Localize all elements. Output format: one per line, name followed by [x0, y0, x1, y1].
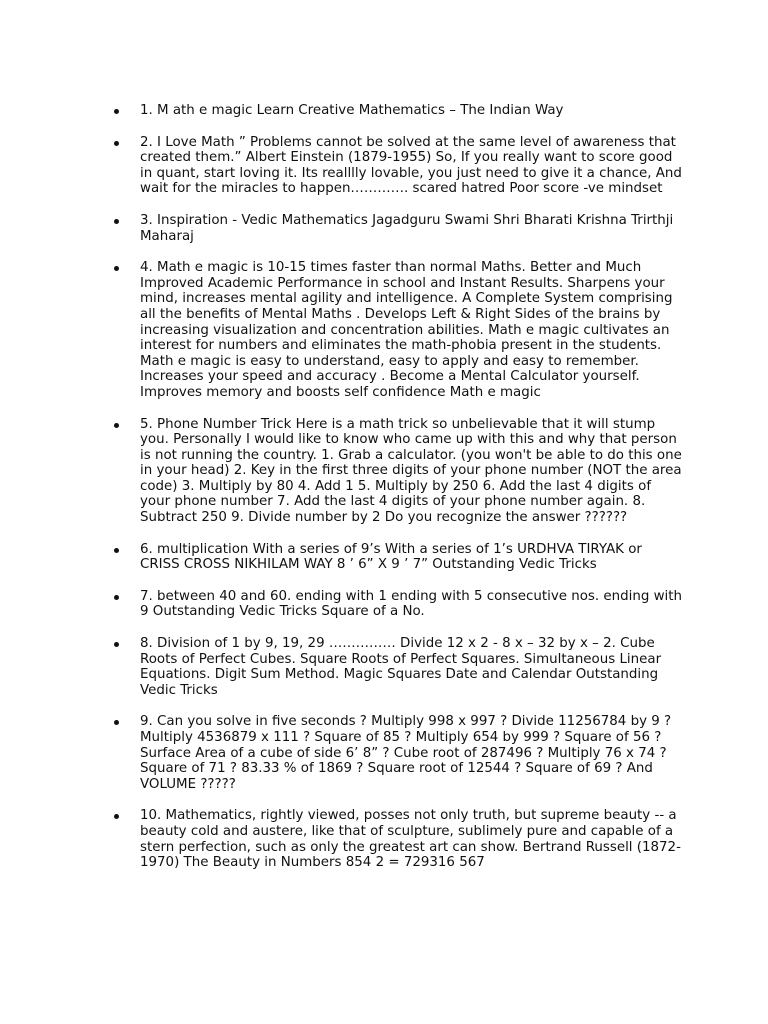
list-item-text: 7. between 40 and 60. ending with 1 ending with 5 consecutive nos. ending with 9 Outstanding Vedic Tricks Square of a No.: [140, 588, 683, 620]
list-item: [114, 417, 684, 526]
list-item-text: 9. Can you solve in five seconds ? Multiply 998 x 997 ? Divide 11256784 by 9 ? Multiply 4536879 x 111 ? Square of 85 ? Multiply 654 by 999 ? Square of 56 ? Surface Area of a cube of side 6’ 8” ? Cube root of 287496 ? Multiply 76 x 74 ? Square of 71 ? 83.33 % of 1869 ? Square root of 12544 ? Square of 69 ? And VOLUME ?????: [140, 714, 672, 792]
list-item-text: 2. I Love Math ” Problems cannot be solved at the same level of awareness that created them.” Albert Einstein (1879-1955) So, If you really want to score good in quant, start loving it. Its realllly lovable, you just need to give it a chance, And wait for the miracles to happen…………. scared hatred Poor score -ve mindset: [140, 134, 682, 197]
bullet-list: [114, 103, 684, 887]
bullet-icon: [114, 642, 119, 647]
list-item: [114, 808, 684, 870]
bullet-icon: [114, 548, 119, 553]
bullet-icon: [114, 141, 119, 146]
list-item-text: 6. multiplication With a series of 9’s With a series of 1’s URDHVA TIRYAK or CRISS CROSS NIKHILAM WAY 8 ’ 6” X 9 ’ 7” Outstanding Vedic Tricks: [140, 541, 642, 573]
list-item: [114, 636, 684, 698]
list-item: [114, 542, 684, 573]
list-item-text: 1. M ath e magic Learn Creative Mathematics – The Indian Way: [140, 103, 564, 118]
list-item: [114, 213, 684, 244]
list-item: [114, 103, 684, 119]
list-item: [114, 135, 684, 197]
bullet-icon: [114, 423, 119, 428]
list-item-text: 10. Mathematics, rightly viewed, posses not only truth, but supreme beauty -- a beauty cold and austere, like that of sculpture, sublimely pure and capable of a stern perfection, such as only the greatest art can show. Bertrand Russell (1872-1970) The Beauty in Numbers 854 2 = 729316 567: [140, 808, 681, 871]
list-item-text: 4. Math e magic is 10-15 times faster than normal Maths. Better and Much Improved Academic Performance in school and Instant Results. Sharpens your mind, increases mental agility and intelligence. A Complete System comprising all the benefits of Mental Maths . Develops Left & Right Sides of the brains by increasing visualization and concentration abilities. Math e magic cultivates an interest for numbers and eliminates the math-phobia present in the students. Math e magic is easy to understand, easy to apply and easy to remember. Increases your speed and accuracy . Become a Mental Calculator yourself. Improves memory and boosts self confidence Math e magic: [140, 260, 673, 400]
list-item: [114, 714, 684, 792]
bullet-icon: [114, 595, 119, 600]
list-item-text: 3. Inspiration - Vedic Mathematics Jagadguru Swami Shri Bharati Krishna Trirthji Maharaj: [140, 212, 674, 244]
list-item: [114, 260, 684, 400]
list-item-text: 8. Division of 1 by 9, 19, 29 …………… Divide 12 x 2 - 8 x – 32 by x – 2. Cube Roots of Perfect Cubes. Square Roots of Perfect Squares. Simultaneous Linear Equations. Digit Sum Method. Magic Squares Date and Calendar Outstanding Vedic Tricks: [140, 636, 662, 698]
bullet-icon: [114, 266, 119, 271]
bullet-icon: [114, 720, 119, 725]
list-item-text: 5. Phone Number Trick Here is a math trick so unbelievable that it will stump you. Personally I would like to know who came up with this and why that person is not running the country. 1. Grab a calculator. (you won't be able to do this one in your head) 2. Key in the first three digits of your phone number (NOT the area code) 3. Multiply by 80 4. Add 1 5. Multiply by 250 6. Add the last 4 digits of your phone number 7. Add the last 4 digits of your phone number again. 8. Subtract 250 9. Divide number by 2 Do you recognize the answer ??????: [140, 416, 682, 526]
bullet-icon: [114, 219, 119, 224]
bullet-icon: [114, 109, 119, 114]
list-item: [114, 589, 684, 620]
bullet-icon: [114, 814, 119, 819]
